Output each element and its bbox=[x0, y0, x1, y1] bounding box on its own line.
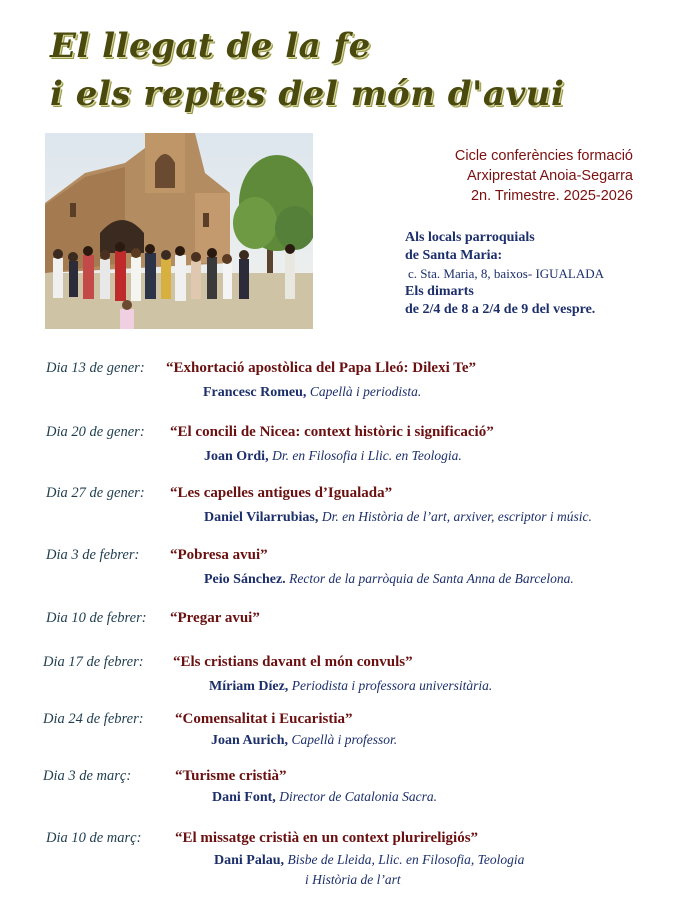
event-date: Dia 10 de febrer: bbox=[46, 610, 147, 626]
event-date: Dia 3 de febrer: bbox=[46, 547, 140, 563]
event-date: Dia 20 de gener: bbox=[46, 424, 145, 440]
event-speaker-role: Dr. en Filosofia i Llic. en Teologia. bbox=[272, 448, 462, 463]
event-speaker-line bbox=[214, 852, 524, 869]
event-talk-title: “Pregar avui” bbox=[170, 610, 260, 626]
event-speaker-role: Rector de la parròquia de Santa Anna de Barcelona. bbox=[289, 571, 574, 586]
event-talk-title: “Pobresa avui” bbox=[170, 547, 268, 563]
event-speaker: Míriam Díez, bbox=[209, 679, 289, 694]
venue-day: Els dimarts bbox=[405, 284, 474, 299]
cycle-title: Cicle conferències formació bbox=[454, 148, 633, 164]
cycle-info bbox=[455, 146, 633, 206]
event-speaker: Joan Aurich, bbox=[211, 733, 289, 748]
event-speaker-line bbox=[204, 571, 574, 588]
venue-line-2: de Santa Maria: bbox=[405, 248, 503, 263]
event-date: Dia 27 de gener: bbox=[46, 485, 145, 501]
church-photo-icon bbox=[45, 133, 313, 329]
event-talk-title: “Exhortació apostòlica del Papa Lleó: Dilexi Te” bbox=[166, 360, 476, 376]
event-speaker-role: Capellà i periodista. bbox=[309, 384, 422, 399]
event-speaker-role: Director de Catalonia Sacra. bbox=[279, 789, 438, 804]
cycle-term: 2n. Trimestre. 2025-2026 bbox=[470, 188, 633, 204]
event-speaker-role: Dr. en Història de l’art, arxiver, escriptor i músic. bbox=[321, 509, 592, 524]
church-crowd-photo bbox=[45, 133, 313, 329]
event-date: Dia 13 de gener: bbox=[46, 360, 145, 376]
venue-address: c. Sta. Maria, 8, baixos- IGUALADA bbox=[408, 266, 605, 281]
event-talk-title: “Els cristians davant el món convuls” bbox=[173, 654, 413, 670]
event-speaker: Peio Sánchez. bbox=[204, 572, 286, 587]
event-talk-title: “Comensalitat i Eucaristia” bbox=[175, 711, 353, 727]
event-speaker-line bbox=[211, 732, 397, 749]
cycle-organizer: Arxiprestat Anoia-Segarra bbox=[466, 168, 633, 184]
event-talk-title: “Turisme cristià” bbox=[175, 768, 287, 784]
venue-info bbox=[405, 229, 604, 319]
event-speaker: Joan Ordi, bbox=[204, 449, 269, 464]
event-date: Dia 17 de febrer: bbox=[43, 654, 144, 670]
title-line-2: i els reptes del món d'avui bbox=[50, 74, 565, 114]
event-speaker: Dani Font, bbox=[212, 790, 276, 805]
event-speaker-line bbox=[203, 384, 421, 401]
event-speaker-role: Bisbe de Lleida, Llic. en Filosofia, Teologia bbox=[287, 852, 525, 867]
event-date: Dia 24 de febrer: bbox=[43, 711, 144, 727]
event-talk-title: “El concili de Nicea: context històric i significació” bbox=[170, 424, 494, 440]
event-talk-title: “Les capelles antigues d’Igualada” bbox=[170, 485, 393, 501]
event-speaker: Dani Palau, bbox=[214, 853, 285, 868]
event-speaker-line bbox=[212, 789, 437, 806]
venue-line-1: Als locals parroquials bbox=[405, 230, 535, 245]
event-speaker: Daniel Vilarrubias, bbox=[204, 510, 319, 525]
title-line-1: El llegat de la fe bbox=[50, 26, 371, 66]
event-speaker-role-continued: i Història de l’art bbox=[305, 872, 401, 887]
event-speaker-line bbox=[204, 509, 592, 526]
event-speaker-role: Periodista i professora universitària. bbox=[291, 678, 493, 693]
event-speaker: Francesc Romeu, bbox=[203, 385, 307, 400]
event-speaker-line bbox=[204, 448, 462, 465]
event-speaker-line bbox=[209, 678, 492, 695]
event-speaker-role: Capellà i professor. bbox=[291, 732, 398, 747]
event-date: Dia 10 de març: bbox=[46, 830, 142, 846]
event-talk-title: “El missatge cristià en un context plurireligiós” bbox=[175, 830, 479, 846]
venue-time: de 2/4 de 8 a 2/4 de 9 del vespre. bbox=[405, 302, 596, 317]
event-date: Dia 3 de març: bbox=[43, 768, 132, 784]
